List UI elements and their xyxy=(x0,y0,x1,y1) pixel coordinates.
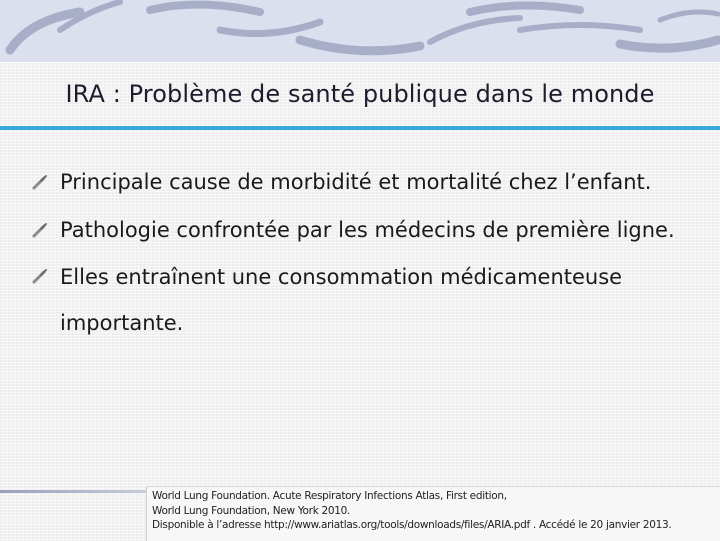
bullet-text: Pathologie confrontée par les médecins de première ligne. xyxy=(60,218,675,242)
reference-accent-line xyxy=(0,490,148,493)
bullet-item xyxy=(30,166,700,198)
header-decoration xyxy=(0,0,720,62)
brush-bullet-icon xyxy=(30,172,50,192)
brush-bullet-icon xyxy=(30,220,50,240)
bullet-item xyxy=(30,254,700,346)
reference-citation xyxy=(152,489,718,533)
reference-line: Disponible à l’adresse http://www.ariatlas.org/tools/downloads/files/ARIA.pdf . Accédé le 20 janvier 2013. xyxy=(152,519,672,531)
bullet-item xyxy=(30,214,700,246)
brush-stroke-decoration xyxy=(0,0,720,62)
bullet-text: Principale cause de morbidité et mortalité chez l’enfant. xyxy=(60,170,652,194)
bullet-list xyxy=(30,166,700,362)
brush-bullet-icon xyxy=(30,266,50,286)
slide-title: IRA : Problème de santé publique dans le monde xyxy=(65,80,655,108)
reference-line: World Lung Foundation, New York 2010. xyxy=(152,504,351,517)
bullet-text: Elles entraînent une consommation médicamenteuse importante. xyxy=(60,265,623,335)
reference-line: World Lung Foundation. Acute Respiratory Infections Atlas, First edition, xyxy=(152,490,507,502)
title-divider xyxy=(0,126,720,130)
